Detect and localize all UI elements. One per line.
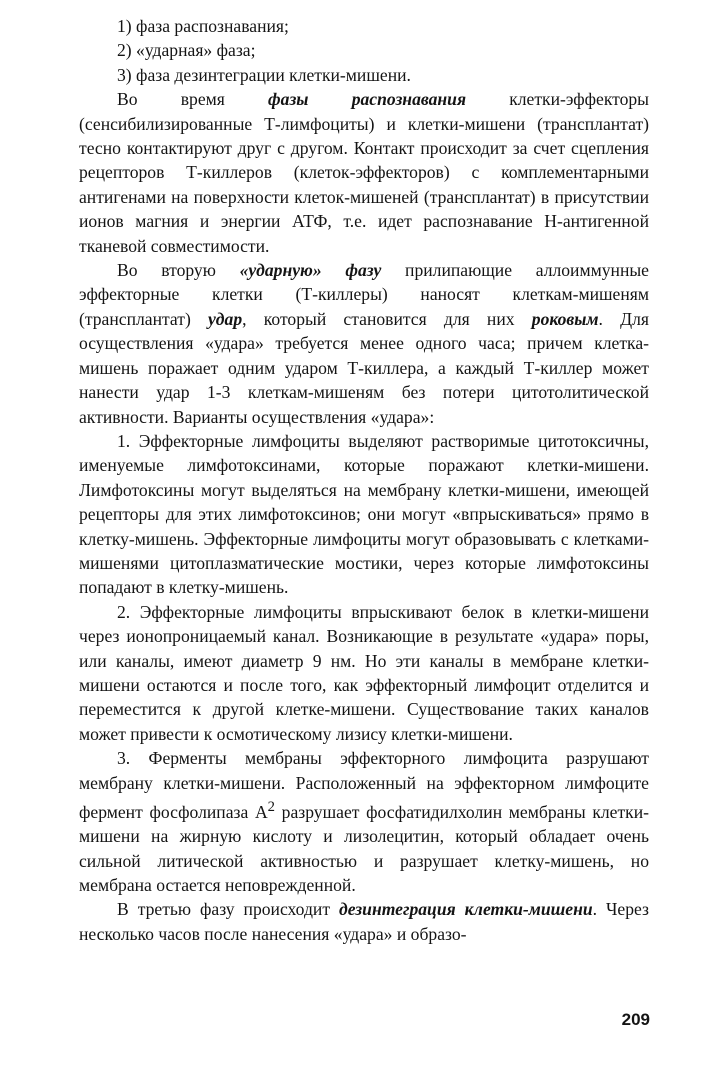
list-item: 2) «ударная» фаза;: [117, 40, 256, 61]
term-disintegration: дезинтеграция клетки-мишени: [338, 899, 593, 920]
paragraph-strike-phase: Во вторую «ударную» фазу прилипающие аллоиммунные эффекторные клетки (Т-киллеры) наносят клеткам-мишеням (трансплантат) удар, который становится для них роковым. Для осуществления «удара» требуется менее одного часа; причем клетка-мишень поражает одним ударом Т-киллера, а каждый Т-киллер может нанести удар 1-3 клеткам-мишеням без потери цитотолитической активности. Варианты осуществления «удара»:: [79, 260, 650, 427]
page-body: [79, 14, 649, 946]
superscript: 2: [267, 799, 275, 815]
paragraph-variant-3: 3. Ферменты мембраны эффекторного лимфоцита разрушают мембрану клетки-мишени. Расположенный на эффекторном лимфоците фермент фосфолипаза $А^2$ разрушает фосфатидилхолин мембраны клетки-мишени на жирную кислоту и лизолецитин, который обладает очень сильной литической активностью и разрушает клетку-мишень, но мембрана остается неповрежденной.: [79, 748, 649, 896]
term-strike: удар: [208, 308, 243, 329]
paragraph-variant-1: 1. Эффекторные лимфоциты выделяют растворимые цитотоксичны, именуемые лимфотоксинами, которые поражают клетки-мишени. Лимфотоксины могут выделяться на мембрану клетки-мишени, имеющей рецепторы для этих лимфотоксинов; они могут «впрыскиваться» прямо в клетку-мишень. Эффекторные лимфоциты могут образовывать с клетками-мишенями цитоплазматические мостики, через которые лимфотоксины попадают в клетку-мишень.: [79, 430, 649, 598]
term-recognition-phase: фазы распознавания: [268, 89, 467, 110]
paragraph-recognition-phase: Во время фазы распознавания клетки-эффекторы (сенсибилизированные Т-лимфоциты) и клетки-мишени (трансплантат) тесно контактируют друг с другом. Контакт происходит за счет сцепления рецепторов Т-киллеров (клеток-эффекторов) с комплементарными антигенами на поверхности клеток-мишеней (трансплантат) в присутствии ионов магния и энергии АТФ, т.е. идет распознавание Н-антигенной тканевой совместимости.: [79, 89, 650, 256]
paragraph-variant-2: 2. Эффекторные лимфоциты впрыскивают белок в клетки-мишени через ионопроницаемый канал. Возникающие в результате «удара» поры, или каналы, имеют диаметр 9 нм. Но эти каналы в мембране клетки-мишени остаются и после того, как эффекторный лимфоцит отделится и переместится к другой клетке-мишени. Существование таких каналов может привести к осмотическому лизису клетки-мишени.: [79, 601, 649, 744]
paragraph-disintegration-phase: В третью фазу происходит дезинтеграция клетки-мишени. Через несколько часов после нанесения «удара» и образо-: [79, 899, 649, 944]
term-fatal: роковым: [531, 308, 599, 329]
list-item: 1) фаза распознавания;: [117, 16, 289, 36]
term-strike-phase: «ударную» фазу: [239, 260, 382, 281]
list-item: 3) фаза дезинтеграции клетки-мишени.: [117, 64, 411, 85]
page-number: 209: [621, 1010, 650, 1029]
